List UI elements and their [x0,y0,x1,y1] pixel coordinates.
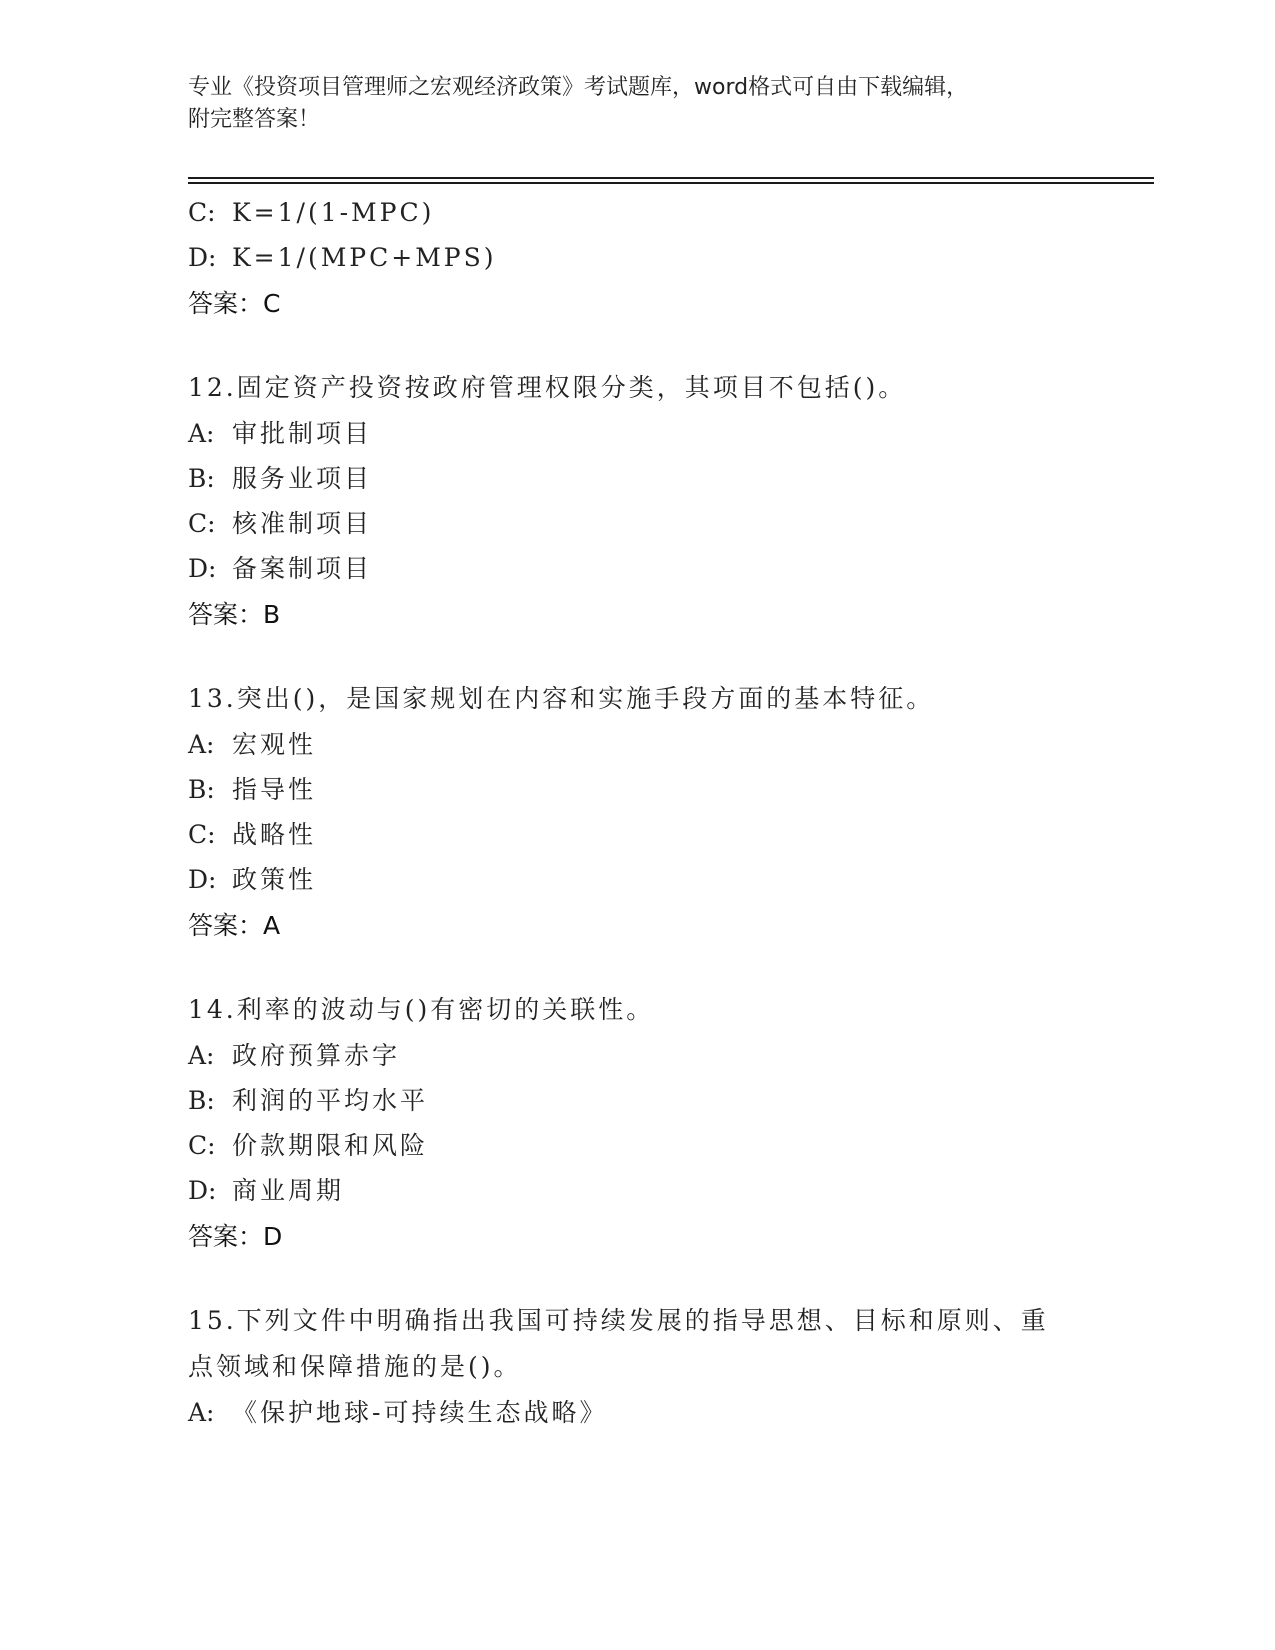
page-header [188,72,1088,136]
question-stem: 12.固定资产投资按政府管理权限分类，其项目不包括()。 [188,373,907,402]
option-b: B: 服务业项目 [188,464,373,493]
question-14 [188,987,1148,1260]
answer-line: 答案：A [188,911,281,940]
option-b: B: 利润的平均水平 [188,1086,429,1115]
answer-line: 答案：C [188,289,281,318]
option-d: D: K=1/(MPC+MPS) [188,243,497,272]
option-d: D: 备案制项目 [188,554,373,583]
option-c: C: 核准制项目 [188,509,373,538]
option-c: C: K=1/(1-MPC) [188,198,435,227]
question-13 [188,676,1148,949]
question-stem: 14.利率的波动与()有密切的关联性。 [188,995,655,1024]
option-a: A: 宏观性 [188,730,317,759]
question-15 [188,1298,1148,1435]
question-stem-line-2: 点领域和保障措施的是()。 [188,1352,522,1381]
option-d: D: 商业周期 [188,1176,345,1205]
option-d: D: 政策性 [188,865,317,894]
option-c: C: 价款期限和风险 [188,1131,429,1160]
option-b: B: 指导性 [188,775,317,804]
question-12 [188,365,1148,638]
answer-line: 答案：B [188,600,281,629]
question-stem-line-1: 15.下列文件中明确指出我国可持续发展的指导思想、目标和原则、重 [188,1306,1049,1335]
question-list [188,190,1148,1435]
header-divider-top [188,177,1154,179]
option-a: A: 政府预算赤字 [188,1041,401,1070]
header-line-1: 专业《投资项目管理师之宏观经济政策》考试题库，word格式可自由下载编辑， [188,75,969,100]
option-c: C: 战略性 [188,820,317,849]
option-a: A: 《保护地球-可持续生态战略》 [188,1398,608,1427]
header-divider-bottom [188,182,1154,184]
answer-line: 答案：D [188,1222,283,1251]
header-line-2: 附完整答案！ [188,107,321,132]
question-11-tail [188,190,1148,327]
option-a: A: 审批制项目 [188,419,373,448]
question-stem: 13.突出()，是国家规划在内容和实施手段方面的基本特征。 [188,684,935,713]
